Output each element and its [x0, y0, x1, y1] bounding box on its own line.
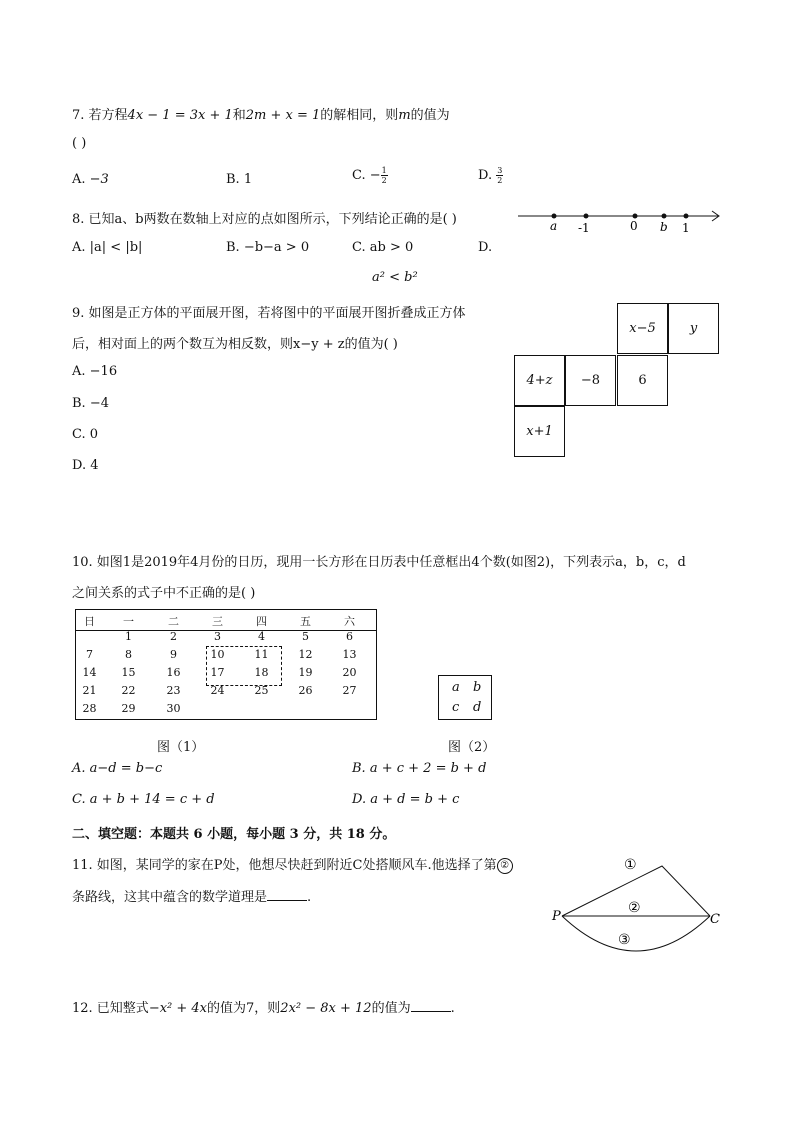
q10-stem-line1: 10. 如图1是2019年4月份的日历，现用一长方形在日历表中任意框出4个数(如图2)，下列表示a，b，c，d	[72, 555, 686, 570]
calendar-day-cell: 29	[121, 702, 136, 715]
calendar-day-cell: 13	[342, 648, 357, 661]
label-a: a	[550, 219, 558, 233]
cube-face-x-minus-5: x−5	[617, 303, 668, 354]
number-line	[514, 204, 726, 236]
grid-b: b	[473, 680, 482, 695]
q8-stem: 8. 已知a、b两数在数轴上对应的点如图所示，下列结论正确的是( )	[72, 212, 457, 227]
fraction: $\frac{3}{2}$	[497, 166, 503, 185]
q10-option-b: B. a + c + 2 = b + d	[352, 761, 487, 776]
q7-option-a: A. −3	[72, 172, 109, 187]
q8-option-b: B. −b−a > 0	[226, 240, 310, 255]
section-heading: 二、填空题：本题共 6 小题，每小题 3 分，共 18 分。	[72, 827, 396, 842]
cube-face-4-plus-z: 4+z	[514, 355, 565, 406]
calendar-day-cell: 12	[298, 648, 313, 661]
calendar-day-cell: 6	[346, 630, 353, 643]
point-b	[662, 214, 667, 219]
calendar-day-cell: 27	[342, 684, 357, 697]
calendar-day-cell: 10	[210, 648, 225, 661]
calendar-day-cell: 23	[166, 684, 181, 697]
figure2-grid	[438, 675, 492, 720]
calendar-day-cell: 30	[166, 702, 181, 715]
q8-option-c: C. ab > 0	[352, 240, 414, 255]
calendar-day-cell: 5	[302, 630, 309, 643]
q11-answer-blank[interactable]	[267, 888, 307, 901]
calendar-day-cell: 9	[170, 648, 177, 661]
q7-answer-paren: ( )	[72, 136, 87, 151]
cube-face-y: y	[668, 303, 719, 354]
q9-stem-line2: 后，相对面上的两个数互为相反数，则x−y + z的值为( )	[72, 337, 398, 352]
q8-option-d-expr: a² < b²	[372, 270, 418, 285]
calendar-day-cell: 21	[82, 684, 97, 697]
calendar-day-cell: 26	[298, 684, 313, 697]
weekday-tue: 二	[168, 615, 179, 628]
grid-a: a	[452, 680, 460, 695]
label-p: P	[552, 909, 561, 924]
point-zero	[633, 214, 638, 219]
calendar-day-cell: 19	[298, 666, 313, 679]
q10-option-c: C. a + b + 14 = c + d	[72, 792, 215, 807]
q7-option-c: C. − $\frac{1}{2}$	[352, 166, 387, 185]
label-neg1: -1	[578, 221, 590, 235]
q10-option-a: A. a−d = b−c	[72, 761, 163, 776]
q12-answer-blank[interactable]	[411, 999, 451, 1012]
q9-option-d: D. 4	[72, 458, 99, 473]
cube-face-neg8: −8	[565, 355, 616, 406]
q9-option-c: C. 0	[72, 427, 99, 442]
weekday-wed: 三	[212, 615, 223, 628]
calendar-day-cell: 18	[254, 666, 269, 679]
q9-option-b: B. −4	[72, 396, 109, 411]
calendar-day-cell: 11	[254, 648, 269, 661]
fraction: $\frac{1}{2}$	[381, 166, 387, 185]
calendar-day-cell: 4	[258, 630, 265, 643]
weekday-thu: 四	[256, 615, 267, 628]
q8-option-d: D.	[478, 240, 493, 255]
calendar-day-cell: 14	[82, 666, 97, 679]
figure2-caption: 图（2）	[448, 740, 496, 755]
label-b: b	[660, 220, 668, 234]
label-route-3: ③	[618, 932, 631, 948]
calendar-day-cell: 3	[214, 630, 221, 643]
weekday-sun: 日	[84, 615, 95, 628]
figure1-caption: 图（1）	[157, 740, 205, 755]
q7-option-d: D. $\frac{3}{2}$	[478, 166, 503, 185]
calendar-day-cell: 2	[170, 630, 177, 643]
grid-c: c	[452, 700, 460, 715]
calendar-table	[75, 609, 377, 720]
label-route-1: ①	[624, 857, 637, 873]
calendar-day-cell: 7	[86, 648, 93, 661]
calendar-day-cell: 15	[121, 666, 136, 679]
q10-option-d: D. a + d = b + c	[352, 792, 460, 807]
calendar-day-cell: 22	[121, 684, 136, 697]
q8-option-a: A. |a| < |b|	[72, 240, 143, 255]
point-one	[684, 214, 689, 219]
weekday-sat: 六	[344, 615, 355, 628]
q7-stem: 7. 若方程4x − 1 = 3x + 1和2m + x = 1的解相同，则m的值为	[72, 108, 450, 123]
calendar-day-cell: 1	[125, 630, 132, 643]
route-diagram	[548, 850, 728, 956]
cube-face-x-plus-1: x+1	[514, 406, 565, 457]
calendar-day-cell: 24	[210, 684, 225, 697]
route-3-path	[562, 916, 710, 951]
q9-stem-line1: 9. 如图是正方体的平面展开图，若将图中的平面展开图折叠成正方体	[72, 306, 466, 321]
route-2-mark: ②	[497, 858, 513, 874]
weekday-fri: 五	[300, 615, 311, 628]
q11-stem-line2: 条路线，这其中蕴含的数学道理是 .	[72, 890, 312, 905]
calendar-day-cell: 20	[342, 666, 357, 679]
q12-stem: 12. 已知整式−x² + 4x的值为7，则2x² − 8x + 12的值为 .	[72, 1001, 455, 1016]
q10-stem-line2: 之间关系的式子中不正确的是( )	[72, 586, 256, 601]
calendar-day-cell: 25	[254, 684, 269, 697]
point-a	[552, 214, 557, 219]
calendar-day-cell: 17	[210, 666, 225, 679]
calendar-day-cell: 16	[166, 666, 181, 679]
weekday-mon: 一	[123, 615, 134, 628]
point-neg1	[584, 214, 589, 219]
label-zero: 0	[630, 219, 638, 233]
q9-option-a: A. −16	[72, 364, 118, 379]
grid-d: d	[473, 700, 482, 715]
label-one: 1	[682, 221, 690, 235]
cube-face-6: 6	[617, 355, 668, 406]
calendar-day-cell: 28	[82, 702, 97, 715]
calendar-day-cell: 8	[125, 648, 132, 661]
q7-option-b: B. 1	[226, 172, 253, 187]
label-route-2: ②	[628, 900, 641, 916]
q11-stem-line1: 11. 如图，某同学的家在P处，他想尽快赶到附近C处搭顺风车.他选择了第 ②	[72, 854, 513, 874]
label-c: C	[710, 912, 720, 927]
